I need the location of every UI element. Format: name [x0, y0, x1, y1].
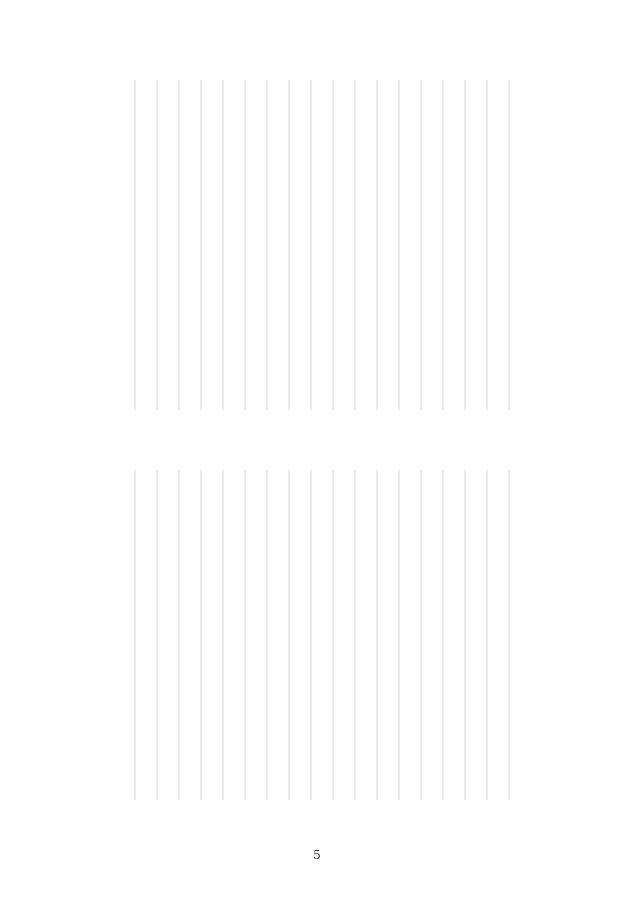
page-number: 5 [313, 848, 321, 862]
lower-text-block [130, 470, 530, 800]
upper-text-placeholder [130, 80, 530, 410]
lower-text-placeholder [130, 470, 530, 800]
upper-text-block [130, 80, 530, 410]
